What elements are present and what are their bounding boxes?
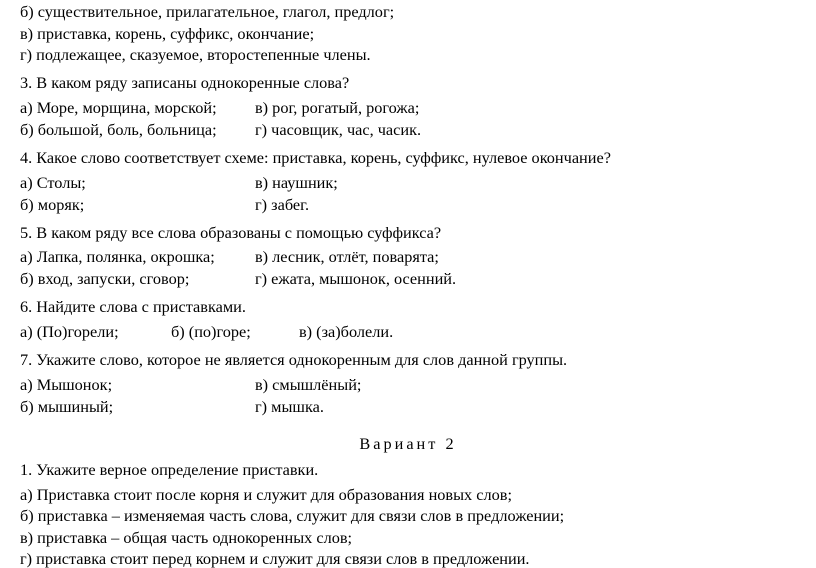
- answer-option: а) Море, морщина, морской;: [20, 98, 217, 117]
- variant2-question-1: 1. Укажите верное определение приставки.: [20, 460, 319, 479]
- answer-option: б) приставка – изменяемая часть слова, служит для связи слов в предложении;: [20, 506, 565, 525]
- answer-option: б) моряк;: [20, 195, 85, 214]
- answer-option: в) рог, рогатый, рогожа;: [255, 98, 420, 117]
- answer-option: г) приставка стоит перед корнем и служит для связи слов в предложении.: [20, 549, 530, 568]
- answer-option: г) мышка.: [255, 397, 324, 416]
- question-4: 4. Какое слово соответствует схеме: приставка, корень, суффикс, нулевое окончание?: [20, 148, 611, 167]
- answer-option: г) подлежащее, сказуемое, второстепенные члены.: [20, 45, 371, 64]
- answer-option: г) забег.: [255, 195, 310, 214]
- answer-option: а) (По)горели;: [20, 322, 119, 341]
- question-5: 5. В каком ряду все слова образованы с помощью суффикса?: [20, 223, 442, 242]
- answer-option: в) наушник;: [255, 173, 338, 192]
- answer-option: в) приставка – общая часть однокоренных слов;: [20, 528, 353, 547]
- answer-option: в) (за)болели.: [299, 322, 394, 341]
- answer-option: б) существительное, прилагательное, глагол, предлог;: [20, 2, 395, 21]
- answer-option: г) ежата, мышонок, осенний.: [255, 269, 457, 288]
- answer-option: б) мышиный;: [20, 397, 114, 416]
- answer-option: б) вход, запуски, сговор;: [20, 269, 190, 288]
- answer-option: б) большой, боль, больница;: [20, 120, 217, 139]
- answer-option: а) Столы;: [20, 173, 86, 192]
- answer-option: а) Мышонок;: [20, 375, 113, 394]
- answer-option: в) приставка, корень, суффикс, окончание;: [20, 24, 315, 43]
- question-7: 7. Укажите слово, которое не является однокоренным для слов данной группы.: [20, 350, 568, 369]
- question-3: 3. В каком ряду записаны однокоренные слова?: [20, 73, 350, 92]
- answer-option: в) лесник, отлёт, поварята;: [255, 247, 439, 266]
- question-6: 6. Найдите слова с приставками.: [20, 297, 246, 316]
- answer-option: а) Приставка стоит после корня и служит для образования новых слов;: [20, 485, 512, 504]
- answer-option: в) смышлёный;: [255, 375, 362, 394]
- variant-heading: Вариант 2: [359, 434, 457, 453]
- answer-option: б) (по)горе;: [171, 322, 251, 341]
- answer-option: а) Лапка, полянка, окрошка;: [20, 247, 215, 266]
- answer-option: г) часовщик, час, часик.: [255, 120, 422, 139]
